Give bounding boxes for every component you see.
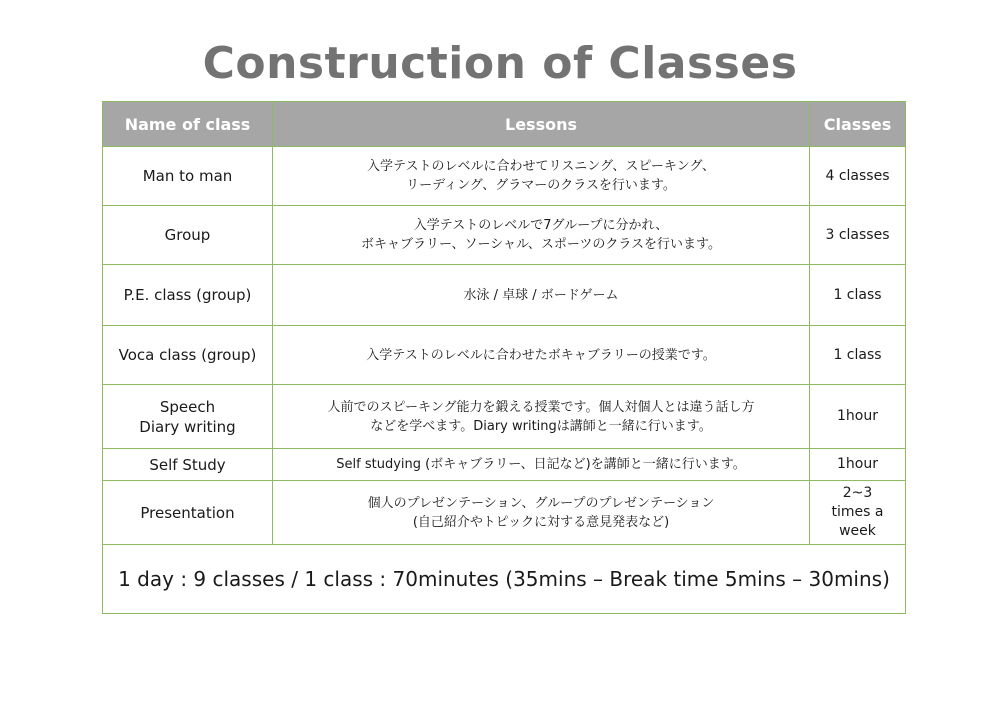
class-name-text: Group — [164, 226, 211, 244]
table-row — [103, 385, 906, 449]
header-lessons: Lessons — [273, 102, 810, 147]
lesson-text: ボキャブラリー、ソーシャル、スポーツのクラスを行います。 — [361, 237, 721, 252]
lesson-text: 水泳 / 卓球 / ボードゲーム — [463, 287, 619, 303]
table-row — [103, 449, 906, 481]
classes-count-text: 3 classes — [825, 226, 890, 243]
lesson-text: などを学べます。Diary writingは講師と一緒に行います。 — [370, 418, 712, 434]
class-name-cell — [103, 385, 273, 449]
header-classes: Classes — [810, 102, 906, 147]
classes-count-text: 1 class — [833, 286, 882, 303]
lesson-cell — [273, 449, 810, 481]
classes-count-text: times a — [831, 504, 884, 520]
table-row — [103, 147, 906, 206]
class-name-text: Diary writing — [139, 417, 236, 436]
lesson-cell — [273, 206, 810, 265]
class-name-text: Self Study — [149, 455, 226, 474]
class-name-text: Voca class (group) — [118, 346, 257, 364]
lesson-cell — [273, 147, 810, 206]
classes-table — [102, 101, 906, 614]
lesson-text: 人前でのスピーキング能力を鍛える授業です。個人対個人とは違う話し方 — [327, 399, 755, 415]
class-name-cell — [103, 206, 273, 265]
lesson-text: 個人のプレゼンテーション、グループのプレゼンテーション — [367, 495, 715, 511]
classes-count-cell — [810, 147, 906, 206]
page-title: Construction of Classes — [202, 38, 798, 89]
classes-count-cell — [810, 326, 906, 385]
schedule-summary: 1 day : 9 classes / 1 class : 70minutes (35mins – Break time 5mins – 30mins) — [103, 545, 906, 614]
class-name-cell — [103, 265, 273, 326]
classes-count-text: 4 classes — [825, 167, 890, 184]
classes-count-text: week — [839, 523, 876, 539]
class-name-cell — [103, 481, 273, 545]
classes-count-text: 2~3 — [842, 485, 873, 501]
lesson-cell — [273, 481, 810, 545]
lesson-text: 入学テストのレベルに合わせたボキャブラリーの授業です。 — [366, 347, 716, 363]
class-name-cell — [103, 449, 273, 481]
class-name-text: Presentation — [140, 503, 235, 522]
class-name-text: Speech — [159, 397, 216, 416]
class-name-cell — [103, 147, 273, 206]
class-name-cell — [103, 326, 273, 385]
lesson-text: 入学テストのレベルで7グループに分かれ、 — [413, 218, 669, 233]
lesson-cell — [273, 265, 810, 326]
classes-count-cell — [810, 206, 906, 265]
classes-count-cell — [810, 449, 906, 481]
lesson-text: リーディング、グラマーのクラスを行います。 — [406, 178, 676, 193]
lesson-text: Self studying (ボキャブラリー、日記など)を講師と一緒に行います。 — [336, 457, 746, 472]
classes-count-cell — [810, 265, 906, 326]
header-name-of-class: Name of class — [103, 102, 273, 147]
lesson-text: 入学テストのレベルに合わせてリスニング、スピーキング、 — [366, 159, 715, 174]
table-footer-row — [103, 545, 906, 614]
table-row — [103, 206, 906, 265]
classes-count-text: 1 class — [833, 346, 882, 363]
table-row — [103, 326, 906, 385]
lesson-cell — [273, 385, 810, 449]
classes-count-text: 1hour — [837, 456, 878, 472]
classes-count-cell — [810, 481, 906, 545]
class-name-text: P.E. class (group) — [123, 286, 252, 304]
classes-count-text: 1hour — [837, 408, 878, 424]
class-name-text: Man to man — [142, 167, 233, 185]
table-header-row — [103, 102, 906, 147]
classes-count-cell — [810, 385, 906, 449]
lesson-text: (自己紹介やトピックに対する意見発表など) — [412, 514, 670, 530]
table-row — [103, 481, 906, 545]
lesson-cell — [273, 326, 810, 385]
table-row — [103, 265, 906, 326]
